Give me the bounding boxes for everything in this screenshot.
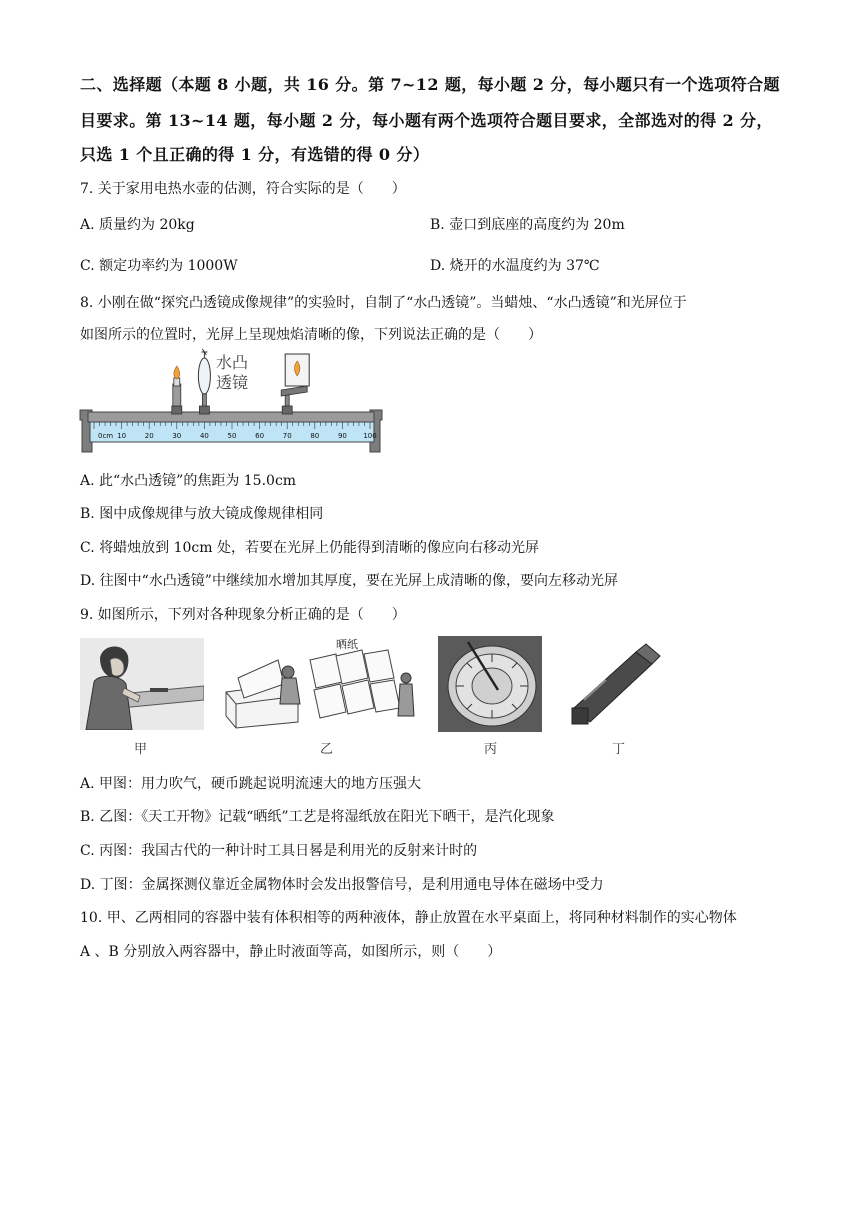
ruler-tick-label: 80	[310, 432, 320, 440]
q7-stem: 7. 关于家用电热水壶的估测，符合实际的是（ ）	[80, 181, 406, 197]
q9-option-a: A. 甲图：用力吹气，硬币跳起说明流速大的地方压强大	[80, 776, 422, 792]
ruler-tick-label: 50	[227, 432, 237, 440]
figure-ding-metal-detector	[566, 638, 662, 730]
q7-option-c: C. 额定功率约为 1000W	[80, 258, 238, 274]
ruler-tick-label: 40	[199, 432, 209, 440]
figure-bing-sundial	[438, 636, 542, 732]
q9-option-d: D. 丁图：金属探测仪靠近金属物体时会发出报警信号，是利用通电导体在磁场中受力	[80, 877, 604, 893]
ruler-tick-label: 70	[282, 432, 292, 440]
lens-label-line-2: 透镜	[216, 373, 249, 392]
section-header-line-2: 目要求。第 13~14 题，每小题 2 分，每小题有两个选项符合题目要求，全部选对的得 2 分，	[80, 111, 773, 130]
ruler-tick-label: 60	[255, 432, 265, 440]
q8-option-d: D. 往图中“水凸透镜”中继续加水增加其厚度，要在光屏上成清晰的像，要向左移动光屏	[80, 573, 618, 589]
q7-option-a: A. 质量约为 20kg	[80, 217, 195, 233]
section-header-line-1: 二、选择题（本题 8 小题，共 16 分。第 7~12 题，每小题 2 分，每小题只有一个选项符合题	[80, 75, 780, 94]
coin-icon	[150, 688, 168, 692]
q8-stem-line-1: 8. 小刚在做“探究凸透镜成像规律”的实验时，自制了“水凸透镜”。当蜡烛、“水凸透镜”和光屏位于	[80, 295, 687, 311]
section-header-line-3: 只选 1 个且正确的得 1 分，有选错的得 0 分）	[80, 145, 430, 164]
q9-option-b: B. 乙图：《天工开物》记载“晒纸”工艺是将湿纸放在阳光下晒干，是汽化现象	[80, 809, 555, 825]
lens-label-line-1: 水凸	[216, 353, 249, 372]
yi-label: 晒纸	[336, 638, 358, 651]
figure-caption-jia: 甲	[134, 742, 148, 757]
q7-option-d: D. 烧开的水温度约为 37℃	[430, 258, 600, 274]
water-convex-lens	[198, 349, 210, 414]
q9-option-c: C. 丙图：我国古代的一种计时工具日晷是利用光的反射来计时的	[80, 843, 478, 859]
q10-stem-line-1: 10. 甲、乙两相同的容器中装有体积相等的两种液体，静止放置在水平桌面上，将同种材料制作的实心物体	[80, 910, 737, 926]
ruler-unit-label: 0cm	[98, 432, 114, 440]
ruler-tick-label: 30	[172, 432, 182, 440]
q7-option-b: B. 壶口到底座的高度约为 20m	[430, 217, 625, 233]
q8-stem-line-2: 如图所示的位置时，光屏上呈现烛焰清晰的像，下列说法正确的是（ ）	[80, 327, 542, 343]
q9-stem: 9. 如图所示，下列对各种现象分析正确的是（ ）	[80, 607, 406, 623]
ruler-tick-label: 100	[363, 432, 377, 440]
figure-caption-ding: 丁	[612, 742, 626, 757]
optical-bench-figure	[78, 348, 398, 456]
ruler-tick-label: 10	[117, 432, 127, 440]
figure-jia-blowing-coin	[80, 638, 204, 730]
light-screen	[281, 354, 309, 414]
bench-rail	[88, 412, 374, 422]
candle	[172, 366, 182, 414]
q10-stem-line-2: A 、B 分别放入两容器中，静止时液面等高，如图所示，则（ ）	[80, 944, 502, 960]
figure-caption-bing: 丙	[484, 742, 498, 757]
figure-yi-drying-paper	[218, 638, 418, 730]
q8-option-b: B. 图中成像规律与放大镜成像规律相同	[80, 506, 324, 522]
q8-option-a: A. 此“水凸透镜”的焦距为 15.0cm	[80, 473, 297, 489]
figure-caption-yi: 乙	[320, 742, 334, 757]
ruler-tick-label: 90	[337, 432, 347, 440]
ruler-tick-label: 20	[144, 432, 154, 440]
q8-option-c: C. 将蜡烛放到 10cm 处，若要在光屏上仍能得到清晰的像应向右移动光屏	[80, 540, 539, 556]
